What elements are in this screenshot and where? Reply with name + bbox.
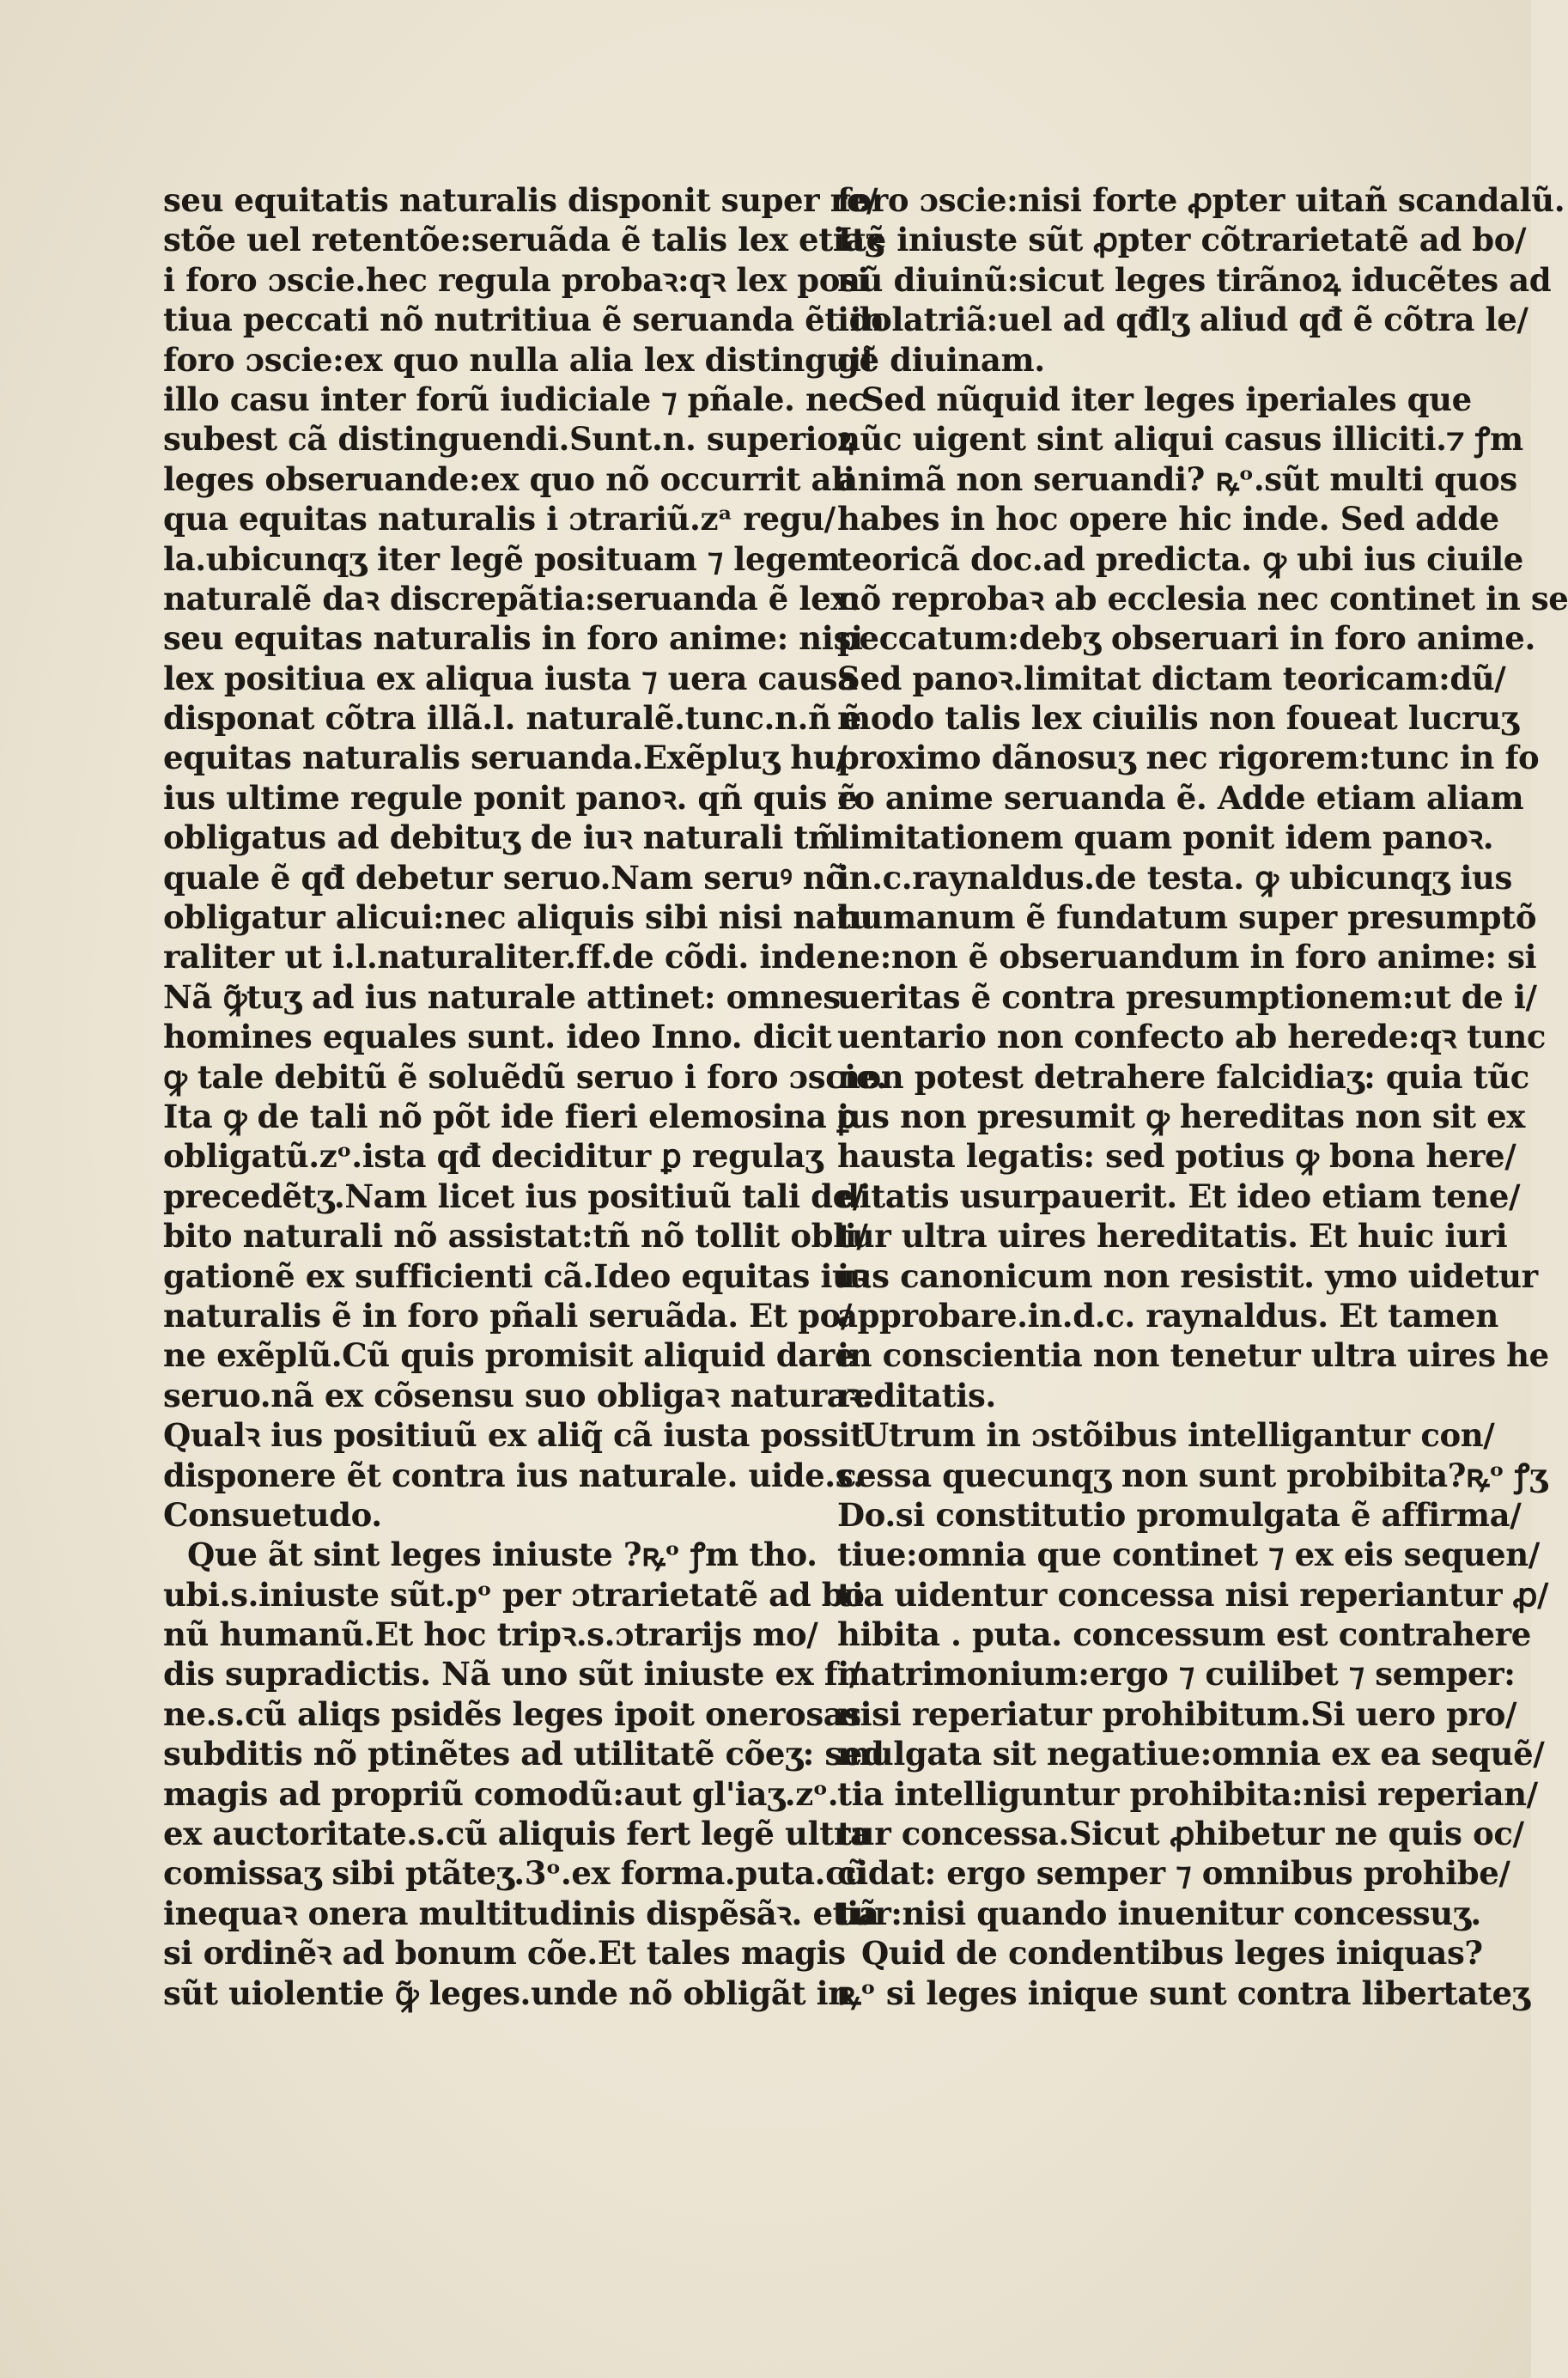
text-line: Itẽ iniuste sũt ꝓpter cõtrarietatẽ ad bo/ [837,221,1527,259]
text-line: ro anime seruanda ẽ. Adde etiam aliam [837,778,1524,817]
text-line: ius non presumit ꝙ hereditas non sit ex [837,1097,1525,1135]
text-line: Quid de condentibus leges iniquas? [861,1934,1483,1973]
text-line: tur ultra uires hereditatis. Et huic iuri [837,1217,1508,1256]
text-line: Que ãt sint leges iniuste ?ꝶᵒ ꝭm tho. [187,1536,817,1574]
left-text-column [163,180,887,2013]
text-line: idolatriã:uel ad qđlʒ aliud qđ ẽ cõtra le/ [837,301,1528,339]
text-line: gẽ diuinam. [837,340,1045,379]
text-line: bito naturali nõ assistat:tñ nõ tollit obli/ [163,1217,868,1256]
text-line: hausta legatis: sed potius ꝙ bona here/ [837,1137,1516,1176]
text-line: limitationem quam ponit idem panoꝛ. [837,818,1494,857]
text-line: ne.s.cũ aliqs psidẽs leges ipoit onerosas [163,1694,861,1733]
text-line: in.c.raynaldus.de testa. ꝙ ubicunqʒ ius [837,858,1512,897]
text-line: subditis nõ ptinẽtes ad utilitatẽ cõeʒ: sed [163,1735,884,1773]
text-line: ius ultime regule ponit panoꝛ. qñ quis ẽ [163,778,858,817]
text-line: Sed nũquid iter leges iperiales que [861,380,1472,418]
text-line: proximo dãnosuʒ nec rigorem:tunc in fo [837,739,1540,777]
text-line: peccatum:debʒ obseruari in foro anime. [837,619,1535,658]
text-line: obligatus ad debituʒ de iuꝛ naturali tm̃ [163,818,842,857]
text-line: gationẽ ex sufficienti cã.Ideo equitas iuꝛ [163,1256,870,1295]
right-text-column [837,180,1568,2013]
text-line: nisi reperiatur prohibitum.Si uero pro/ [837,1694,1517,1733]
text-line: tia uidentur concessa nisi reperiantur ꝓ/ [837,1575,1549,1614]
text-line: foro ɔscie:nisi forte ꝓpter uitañ scandalũ. [837,181,1565,219]
text-line: disponere ẽt contra ius naturale. uide.s. [163,1456,864,1494]
text-line: teoricã doc.ad predicta. ꝙ ubi ius ciuile [837,539,1523,578]
text-line: dis supradictis. Nã uno sũt iniuste ex fi/ [163,1655,861,1694]
text-line: obligatur alicui:nec aliquis sibi nisi natu [163,898,873,937]
text-line: seruo.nã ex cõsensu suo obligaꝛ naturaꝛ. [163,1376,872,1414]
text-line: modo talis lex ciuilis non foueat lucruʒ [837,699,1519,738]
text-line: tur:nisi quando inuenitur concessuʒ. [837,1894,1481,1932]
text-line: cidat: ergo semper ⁊ omnibus prohibe/ [837,1854,1510,1893]
text-line: ex auctoritate.s.cũ aliquis fert legẽ ultra [163,1815,871,1853]
text-line: uentario non confecto ab herede:qꝛ tunc [837,1018,1547,1056]
text-line: animã non seruandi? ꝶᵒ.sũt multi quos [837,459,1517,498]
text-line: mulgata sit negatiue:omnia ex ea sequẽ/ [837,1735,1545,1773]
text-line: illo casu inter forũ iudiciale ⁊ pñale. nec [163,380,867,418]
text-line: lex positiua ex aliqua iusta ⁊ uera causa [163,659,858,697]
text-line: seu equitas naturalis in foro anime: nisi [163,619,863,658]
text-line: nũ diuinũ:sicut leges tirãnoꝝ iducẽtes ad [837,260,1552,299]
text-line: non potest detrahere falcidiaʒ: quia tũc [837,1057,1529,1096]
text-line: ditatis usurpauerit. Et ideo etiam tene/ [837,1177,1521,1215]
text-line: stõe uel retentõe:seruãda ẽ talis lex etiaʒ [163,221,883,259]
text-line: si ordinẽꝛ ad bonum cõe.Et tales magis [163,1934,846,1973]
text-line: Ita ꝙ de tali nõ põt ide fieri elemosina ꝑ [163,1097,857,1135]
text-line: tiua peccati nõ nutritiua ẽ seruanda ẽt in [163,301,884,339]
text-line: equitas naturalis seruanda.Exẽpluʒ hu/ [163,739,848,777]
text-line: ꝶᵒ si leges inique sunt contra libertateʒ [837,1974,1530,2012]
text-line: approbare.in.d.c. raynaldus. Et tamen [837,1296,1498,1335]
text-line: ius canonicum non resistit. ymo uidetur [837,1256,1538,1295]
text-line: ne exẽplũ.Cũ quis promisit aliquid dare [163,1336,854,1375]
text-line: Nã ꝙ̃tuʒ ad ius naturale attinet: omnes [163,977,841,1016]
text-line: humanum ẽ fundatum super presumptõ [837,898,1537,937]
text-line: leges obseruande:ex quo nõ occurrit ali [163,459,855,498]
text-line: nõ reprobaꝛ ab ecclesia nec continet in se [837,579,1568,617]
text-line: ne:non ẽ obseruandum in foro anime: si [837,938,1537,976]
text-line: reditatis. [837,1376,996,1414]
text-line: quale ẽ qđ debetur seruo.Nam seruꝰ nõ [163,858,847,897]
text-line: tiue:omnia que continet ⁊ ex eis sequen/ [837,1536,1540,1574]
text-line: in conscientia non tenetur ultra uires he [837,1336,1549,1375]
text-line: naturalẽ daꝛ discrepãtia:seruanda ẽ lex: [163,579,861,617]
text-line: inequaꝛ onera multitudinis dispẽsãꝛ. etiã [163,1894,879,1932]
text-line: magis ad propriũ comodũ:aut gl'iaʒ.zᵒ. [163,1774,839,1813]
text-line: la.ubicunqʒ iter legẽ posituam ⁊ legem [163,539,841,578]
text-line: homines equales sunt. ideo Inno. dicit [163,1018,832,1056]
text-line: naturalis ẽ in foro pñali seruãda. Et po/ [163,1296,852,1335]
text-line: Do.si constitutio promulgata ẽ affirma/ [837,1495,1522,1534]
text-line: hibita . puta. concessum est contrahere [837,1615,1531,1654]
text-line: subest cã distinguendi.Sunt.n. superioꝝ [163,420,856,459]
text-line: Qualꝛ ius positiuũ ex aliq̃ cã iusta possit [163,1416,865,1455]
text-line: foro ɔscie:ex quo nulla alia lex distinguit [163,340,876,379]
text-line: cessa quecunqʒ non sunt probibita?ꝶᵒ ꝭʒ [837,1456,1547,1494]
text-line: ubi.s.iniuste sũt.pᵒ per ɔtrarietatẽ ad bo [163,1575,865,1614]
text-line: ꝙ tale debitũ ẽ soluẽdũ seruo i foro ɔscie. [163,1057,887,1096]
text-line: tia intelliguntur prohibita:nisi reperian/ [837,1774,1538,1813]
text-line: ueritas ẽ contra presumptionem:ut de i/ [837,977,1537,1016]
text-line: qua equitas naturalis i ɔtrariũ.zᵃ regu/ [163,500,836,538]
text-line: matrimonium:ergo ⁊ cuilibet ⁊ semper: [837,1655,1516,1694]
text-line: precedẽtʒ.Nam licet ius positiuũ tali de/ [163,1177,864,1215]
text-line: Sed panoꝛ.limitat dictam teoricam:dũ/ [837,659,1506,697]
text-line: tur concessa.Sicut ꝓhibetur ne quis oc/ [837,1815,1524,1853]
text-line: Consuetudo. [163,1495,382,1534]
text-line: obligatũ.zᵒ.ista qđ deciditur ꝑ regulaʒ [163,1137,823,1176]
text-line: comissaʒ sibi ptãteʒ.3ᵒ.ex forma.puta.cũ [163,1854,867,1893]
text-line: seu equitatis naturalis disponit super re/ [163,181,878,219]
text-line: disponat cõtra illã.l. naturalẽ.tunc.n.ñ ẽ [163,699,862,738]
text-line: raliter ut i.l.naturaliter.ff.de cõdi. inde. [163,938,847,976]
text-line: Utrum in ɔstõibus intelligantur con/ [861,1416,1495,1455]
text-line: nũc uigent sint aliqui casus illiciti.⁊ ꝭm [837,420,1523,459]
text-line: habes in hoc opere hic inde. Sed adde [837,500,1499,538]
text-line: sũt uiolentie ꝙ̃ leges.unde nõ obligãt in [163,1974,851,2012]
text-line: i foro ɔscie.hec regula probaꝛ:qꝛ lex posi [163,260,870,299]
text-line: nũ humanũ.Et hoc tripꝛ.s.ɔtrarijs mo/ [163,1615,818,1654]
